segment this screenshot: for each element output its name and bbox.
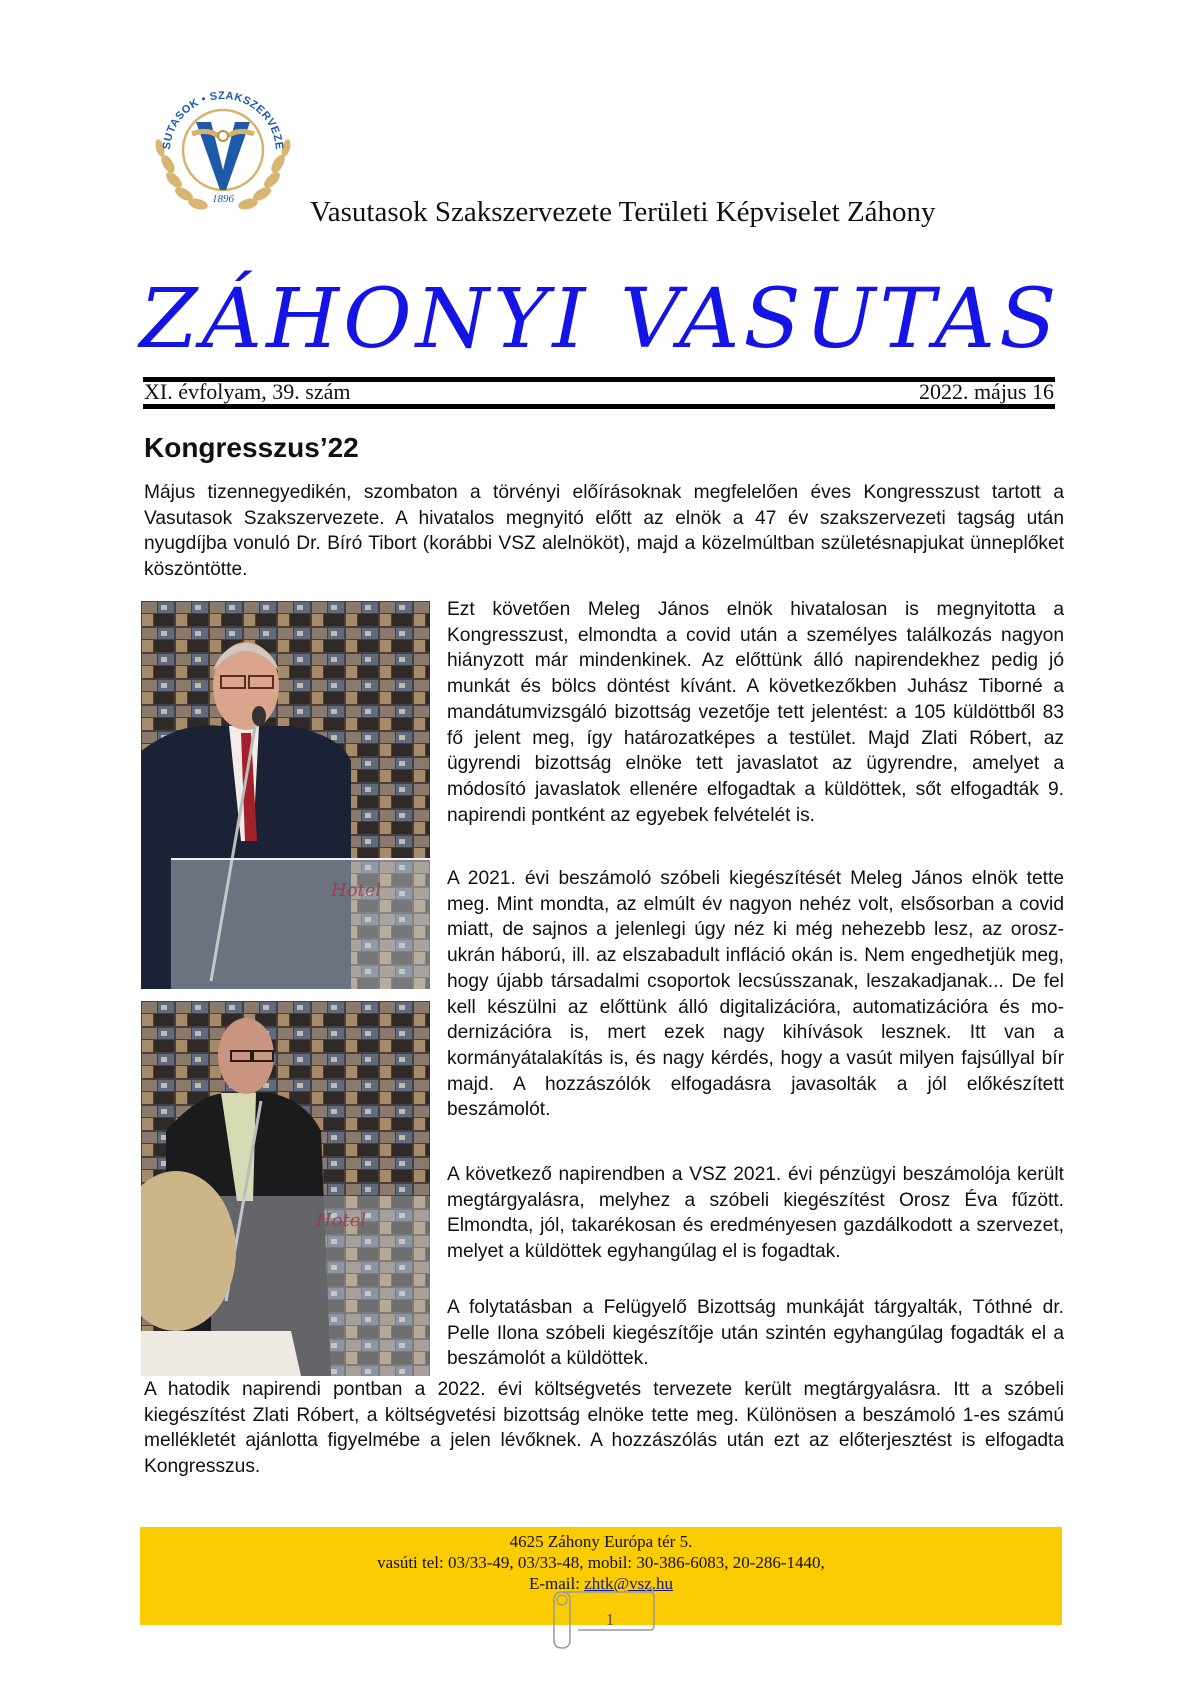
issue-date: 2022. május 16	[918, 379, 1054, 404]
page-number: 1	[605, 1610, 615, 1629]
article-paragraph: Ezt követően Meleg János elnök hivatalosan is megnyitotta a Kongresszust, elmondta a covid után a személyes találkozás nagyon hiányzott már mindenkinek. Az előttünk álló napirendekhez pedig jó munkát és bölcs döntést kívánt. A következőkben Juhász Tiborné a mandátumvizsgáló bizottság vezetője tett jelentést: a 105 küldöttből 83 fő jelent meg, így határozatképes a testület. Majd Zlati Róbert, az ügyrendi bizottság elnöke tett javaslatot az ügyrendre, amelyet a módosító javaslatok ellenére elfogadtak a küldöttek, sőt elfogadták 9. napirendi pontként az egyebek felvételét is.	[447, 599, 1064, 826]
article-paragraph: A következő napirendben a VSZ 2021. évi pénzügyi beszámolója került megtárgyalásra, melyhez a szóbeli kiegészítést Orosz Éva fűzött. Elmondta, jól, takarékosan és eredményesen gazdálkodott a szervezet, melyet a küldöttek egyhangúlag el is fogadtak.	[447, 1164, 1064, 1263]
issue-number: XI. évfolyam, 39. szám	[144, 379, 351, 404]
organization-name: Vasutasok Szakszervezete Területi Képviselet Záhony	[310, 196, 936, 228]
article-photo-speaker-1	[141, 601, 430, 989]
footer-phones: vasúti tel: 03/33-49, 03/33-48, mobil: 30-386-6083, 20-286-1440,	[377, 1553, 825, 1572]
article-photo-speaker-2	[141, 1001, 430, 1376]
footer-address: 4625 Záhony Európa tér 5.	[509, 1532, 693, 1551]
article-paragraph: Május tizennegyedikén, szombaton a törvényi előírásoknak megfelelően éves Kongresszust tartott a Vasutasok Szakszervezete. A hivatalos megnyitó előtt az elnök a 47 év szakszervezeti tagság után nyugdíjba vonuló Dr. Bíró Tibort (korábbi VSZ alelnököt), majd a közelmúltban születésnapjukat ünneplőket köszöntötte.	[144, 482, 1064, 581]
svg-text:Hotel: Hotel	[331, 880, 382, 901]
svg-text:Hotel: Hotel	[316, 1210, 367, 1231]
page-number-scroll	[550, 1582, 660, 1650]
article-paragraph: A hatodik napirendi pontban a 2022. évi költségvetés tervezete került megtárgyalásra. Itt a szóbeli kiegészítést Zlati Róbert, a költségvetési bizottság elnöke tette meg. Különösen a beszámoló 1-es számú mellékletét ajánlotta figyelmébe a jelen lévőknek. A hozzászólás után ezt az előterjesztést is elfogadta Kongresszus.	[144, 1379, 1064, 1478]
article-title: Kongresszus’22	[144, 432, 359, 463]
newsletter-masthead: ZÁHONYI VASUTAS	[139, 272, 1061, 367]
svg-text:1896: 1896	[212, 193, 234, 205]
union-emblem-icon	[148, 72, 298, 222]
union-logo	[148, 72, 298, 222]
header-rule-bottom	[143, 404, 1055, 409]
photo-speaker-2-image	[141, 1001, 430, 1376]
footer-email-link[interactable]: zhtk@vsz.hu	[584, 1574, 674, 1593]
photo-speaker-1-image	[141, 601, 430, 989]
footer-email-label: E-mail:	[528, 1574, 585, 1593]
article-paragraph: A folytatásban a Felügyelő Bizottság munkáját tárgyalták, Tóthné dr. Pelle Ilona szóbeli kiegészítője után szintén egyhangúlag fogadták el a beszámolót a küldöttek.	[447, 1297, 1064, 1370]
article-paragraph: A 2021. évi beszámoló szóbeli kiegészítését Meleg János elnök tette meg. Mint mondta, az elmúlt év nagyon nehéz volt, elsősorban a covid miatt, de sajnos a jelenlegi úgy néz ki még nehezebb lesz, az orosz-ukrán háború, ill. az elszabadult infláció okán is. Nem engedhetjük meg, hogy újabb társadalmi csoportok lecsússzanak, leszakadjanak... De fel kell készülni az előttünk álló digitalizációra, automatizációra és modernizációra is, mert ezek nagy kihívások lesznek. Itt van a kormányátalakítás is, és nagy kérdés, hogy a vasút milyen fajsúllyal bír majd. A hozzászólók elfogadásra javasolták a jól előkészített beszámolót.	[447, 868, 1064, 1121]
svg-text:VASUTASOK • SZAKSZERVEZETE: SUTASOK • SZAKSZERVEZE	[160, 89, 286, 151]
